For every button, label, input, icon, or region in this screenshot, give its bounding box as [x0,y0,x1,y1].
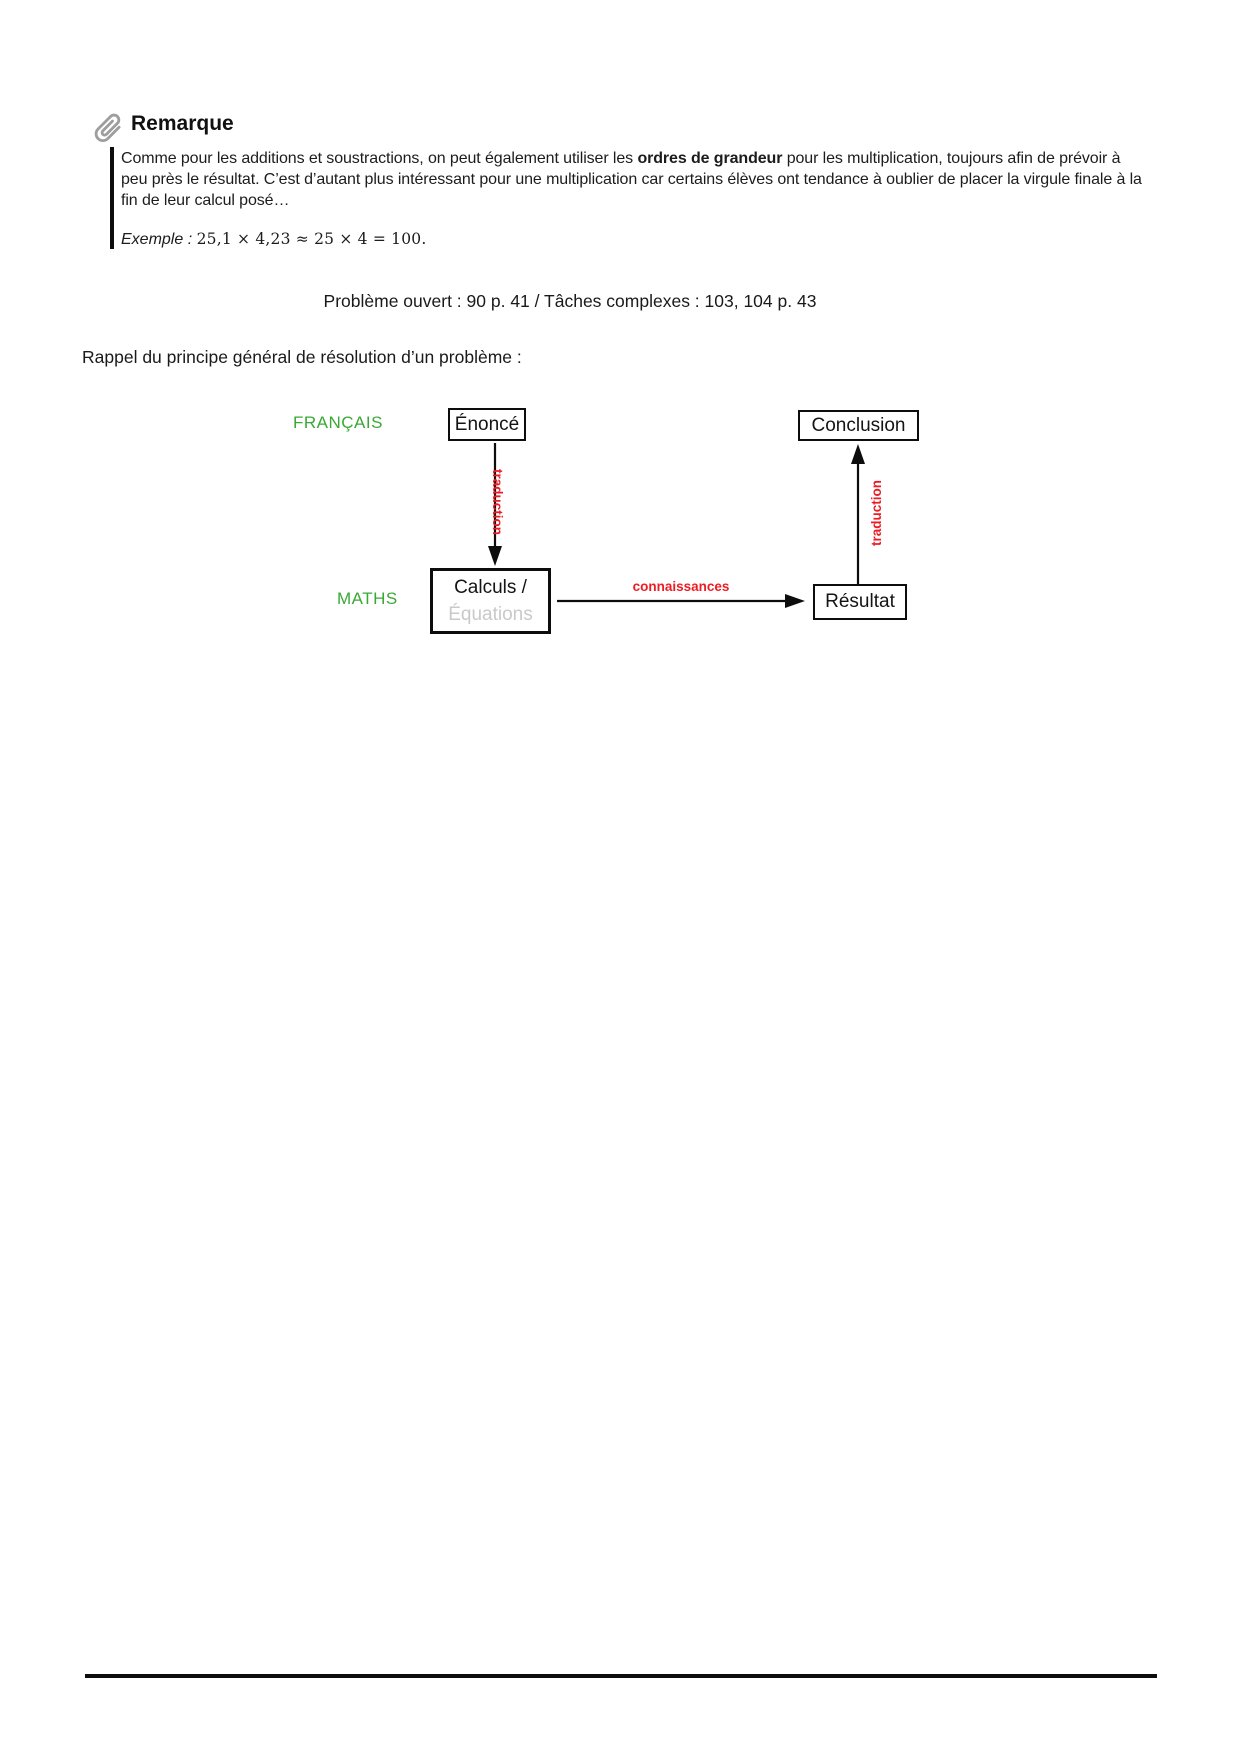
enonce-box: Énoncé [448,408,526,441]
paragraph-text: Comme pour les additions et soustractions, on peut également utiliser les [121,150,638,167]
resultat-box: Résultat [813,584,907,620]
callout-vertical-bar [110,147,114,249]
paragraph-bold-text: ordres de grandeur [637,150,783,167]
paragraph-text: pour les multiplication, toujours afin de prévoir à peu près le résultat. C’est d’autant plus intéressant pour une multiplication car certains élèves ont tendance à oublier de placer la virgule finale à la fin de leur calcul posé… [121,150,1142,209]
equations-label: Équations [448,604,533,625]
example-line [121,230,426,249]
traduction-label-down: traduction [490,469,505,535]
remarque-paragraph [121,148,1143,211]
calculs-label: Calculs / [454,577,527,598]
paperclip-icon [88,106,128,150]
row-label-francais: FRANÇAIS [293,413,383,432]
section-heading: Rappel du principe général de résolution d’un problème : [82,347,522,367]
connaissances-label: connaissances [632,579,730,594]
remarque-title: Remarque [131,112,234,135]
example-math-expression: 25,1 × 4,23 ≈ 25 × 4 = 100. [196,230,427,248]
footer-rule [85,1674,1157,1678]
calculs-equations-box [430,568,551,634]
conclusion-box: Conclusion [798,410,919,441]
resolution-diagram [280,400,940,650]
traduction-label-up: traduction [869,480,884,546]
row-label-maths: MATHS [337,589,398,608]
arrow-right [557,594,805,608]
example-label: Exemple : [121,231,193,248]
exercise-references: Problème ouvert : 90 p. 41 / Tâches complexes : 103, 104 p. 43 [323,291,817,311]
arrow-up [851,444,865,584]
